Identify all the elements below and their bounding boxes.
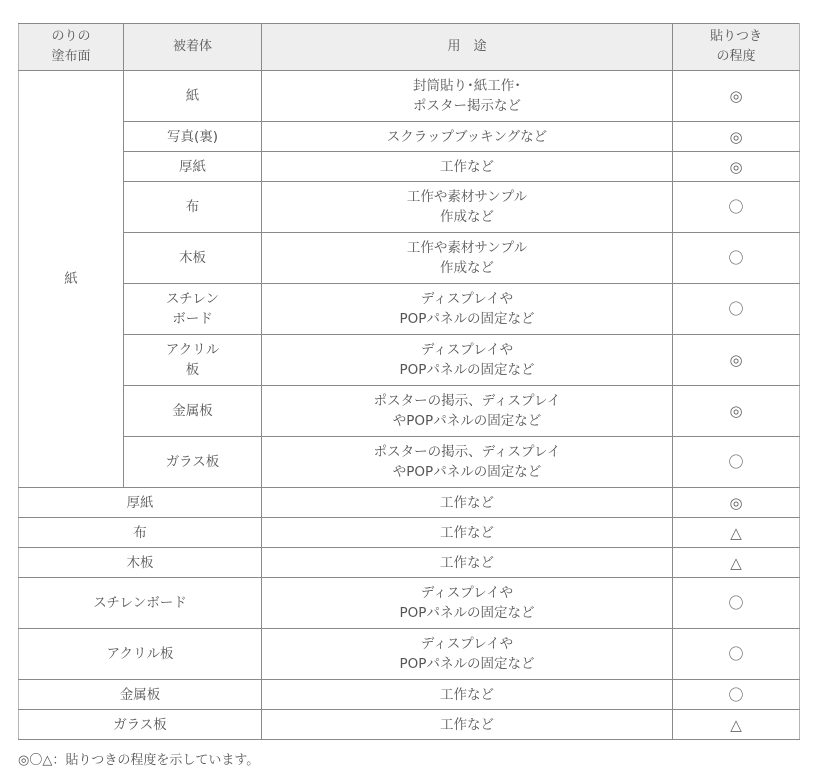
usage-cell: 工作など xyxy=(262,152,673,182)
degree-cell: 〇 xyxy=(673,680,800,710)
substrate-cell: 木板 xyxy=(19,548,262,578)
header-surface: のりの 塗布面 xyxy=(19,24,124,71)
table-row xyxy=(19,233,800,284)
substrate-cell: 厚紙 xyxy=(124,152,262,182)
substrate-cell: スチレンボード xyxy=(19,578,262,629)
usage-cell: 工作など xyxy=(262,548,673,578)
group-surface-cell: 紙 xyxy=(19,71,124,488)
usage-cell: ディスプレイや POPパネルの固定など xyxy=(262,284,673,335)
degree-cell: ◎ xyxy=(673,488,800,518)
table-row xyxy=(19,335,800,386)
table-header xyxy=(19,24,800,71)
table-row xyxy=(19,71,800,122)
table-row xyxy=(19,122,800,152)
substrate-cell: 紙 xyxy=(124,71,262,122)
usage-cell: 工作など xyxy=(262,710,673,740)
usage-cell: ディスプレイや POPパネルの固定など xyxy=(262,335,673,386)
table-body xyxy=(19,71,800,740)
table-row xyxy=(19,548,800,578)
table-row xyxy=(19,182,800,233)
usage-cell: ディスプレイや POPパネルの固定など xyxy=(262,629,673,680)
usage-cell: 工作や素材サンプル 作成など xyxy=(262,182,673,233)
usage-cell: 工作や素材サンプル 作成など xyxy=(262,233,673,284)
degree-cell: ◎ xyxy=(673,335,800,386)
table-row xyxy=(19,578,800,629)
table-row xyxy=(19,284,800,335)
substrate-cell: 布 xyxy=(124,182,262,233)
table-row xyxy=(19,488,800,518)
degree-cell: 〇 xyxy=(673,182,800,233)
usage-cell: スクラップブッキングなど xyxy=(262,122,673,152)
substrate-cell: 厚紙 xyxy=(19,488,262,518)
substrate-cell: スチレン ボード xyxy=(124,284,262,335)
header-degree: 貼りつき の程度 xyxy=(673,24,800,71)
degree-cell: △ xyxy=(673,710,800,740)
table-row xyxy=(19,518,800,548)
header-substrate: 被着体 xyxy=(124,24,262,71)
table-row xyxy=(19,680,800,710)
degree-cell: 〇 xyxy=(673,578,800,629)
degree-cell: ◎ xyxy=(673,71,800,122)
usage-cell: 工作など xyxy=(262,680,673,710)
degree-cell: △ xyxy=(673,548,800,578)
substrate-cell: 写真(裏) xyxy=(124,122,262,152)
usage-cell: ポスターの掲示、ディスプレイ やPOPパネルの固定など xyxy=(262,386,673,437)
adhesion-table xyxy=(18,23,800,740)
substrate-cell: 木板 xyxy=(124,233,262,284)
usage-cell: 封筒貼り･紙工作･ ポスター掲示など xyxy=(262,71,673,122)
substrate-cell: ガラス板 xyxy=(124,437,262,488)
substrate-cell: 金属板 xyxy=(124,386,262,437)
degree-cell: ◎ xyxy=(673,386,800,437)
table-row xyxy=(19,710,800,740)
substrate-cell: ガラス板 xyxy=(19,710,262,740)
substrate-cell: アクリル板 xyxy=(19,629,262,680)
degree-cell: 〇 xyxy=(673,437,800,488)
substrate-cell: 布 xyxy=(19,518,262,548)
header-usage: 用 途 xyxy=(262,24,673,71)
footnote: ◎〇△：貼りつきの程度を示しています。 xyxy=(18,753,260,768)
usage-cell: 工作など xyxy=(262,488,673,518)
degree-cell: 〇 xyxy=(673,233,800,284)
usage-cell: ディスプレイや POPパネルの固定など xyxy=(262,578,673,629)
table-row xyxy=(19,437,800,488)
degree-cell: △ xyxy=(673,518,800,548)
table-row xyxy=(19,629,800,680)
table-row xyxy=(19,386,800,437)
usage-cell: ポスターの掲示、ディスプレイ やPOPパネルの固定など xyxy=(262,437,673,488)
degree-cell: ◎ xyxy=(673,152,800,182)
substrate-cell: アクリル 板 xyxy=(124,335,262,386)
usage-cell: 工作など xyxy=(262,518,673,548)
table-row xyxy=(19,152,800,182)
degree-cell: 〇 xyxy=(673,284,800,335)
degree-cell: ◎ xyxy=(673,122,800,152)
header-row xyxy=(19,24,800,71)
substrate-cell: 金属板 xyxy=(19,680,262,710)
degree-cell: 〇 xyxy=(673,629,800,680)
